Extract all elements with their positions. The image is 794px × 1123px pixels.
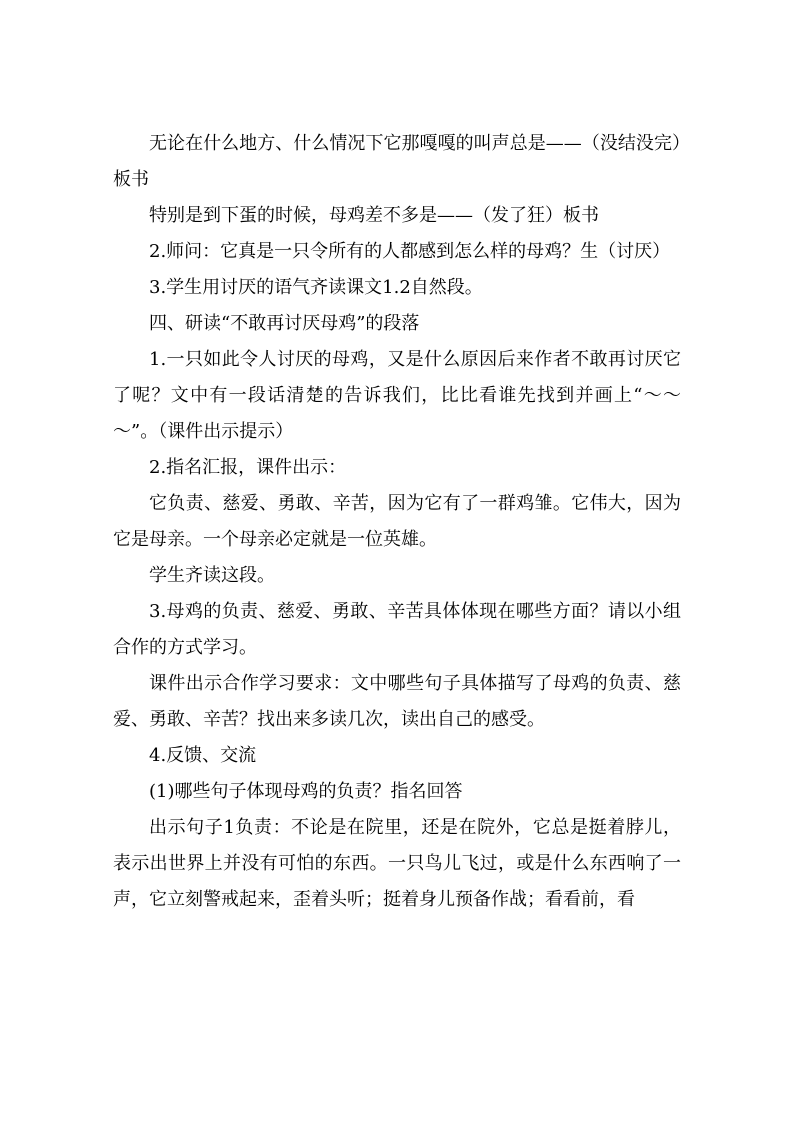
- section-heading: 四、研读“不敢再讨厌母鸡”的段落: [149, 313, 420, 334]
- paragraph-4: 3.学生用讨厌的语气齐读课文1.2自然段。: [149, 277, 483, 298]
- paragraph-12: 4.反馈、交流: [149, 745, 257, 766]
- paragraph-3: 2.师问：它真是一只令所有的人都感到怎么样的母鸡？生（讨厌）: [149, 241, 671, 262]
- paragraph-10: 3.母鸡的负责、慈爱、勇敢、辛苦具体体现在哪些方面？请以小组合作的方式学习。: [113, 601, 681, 658]
- paragraph-2: 特别是到下蛋的时候，母鸡差不多是——（发了狂）板书: [149, 205, 599, 226]
- paragraph-1: 无论在什么地方、什么情况下它那嘎嘎的叫声总是——（没结没完）板书: [113, 133, 681, 190]
- paragraph-7: 2.指名汇报，课件出示：: [149, 457, 347, 478]
- document-body: [113, 126, 681, 918]
- paragraph-14: 出示句子1负责：不论是在院里，还是在院外，它总是挺着脖儿，表示出世界上并没有可怕的东西。一只鸟儿飞过，或是什么东西响了一声，它立刻警戒起来，歪着头听；挺着身儿预备作战；看看前，看: [113, 817, 681, 910]
- paragraph-11: 课件出示合作学习要求：文中哪些句子具体描写了母鸡的负责、慈爱、勇敢、辛苦？找出来多读几次，读出自己的感受。: [113, 673, 681, 730]
- paragraph-13: (1)哪些句子体现母鸡的负责？指名回答: [149, 781, 463, 802]
- paragraph-9: 学生齐读这段。: [149, 565, 275, 586]
- paragraph-8: 它负责、慈爱、勇敢、辛苦，因为它有了一群鸡雏。它伟大，因为它是母亲。一个母亲必定就是一位英雄。: [113, 493, 681, 550]
- paragraph-6: 1.一只如此令人讨厌的母鸡，又是什么原因后来作者不敢再讨厌它了呢？文中有一段话清楚的告诉我们，比比看谁先找到并画上“～～～”。（课件出示提示）: [113, 349, 681, 442]
